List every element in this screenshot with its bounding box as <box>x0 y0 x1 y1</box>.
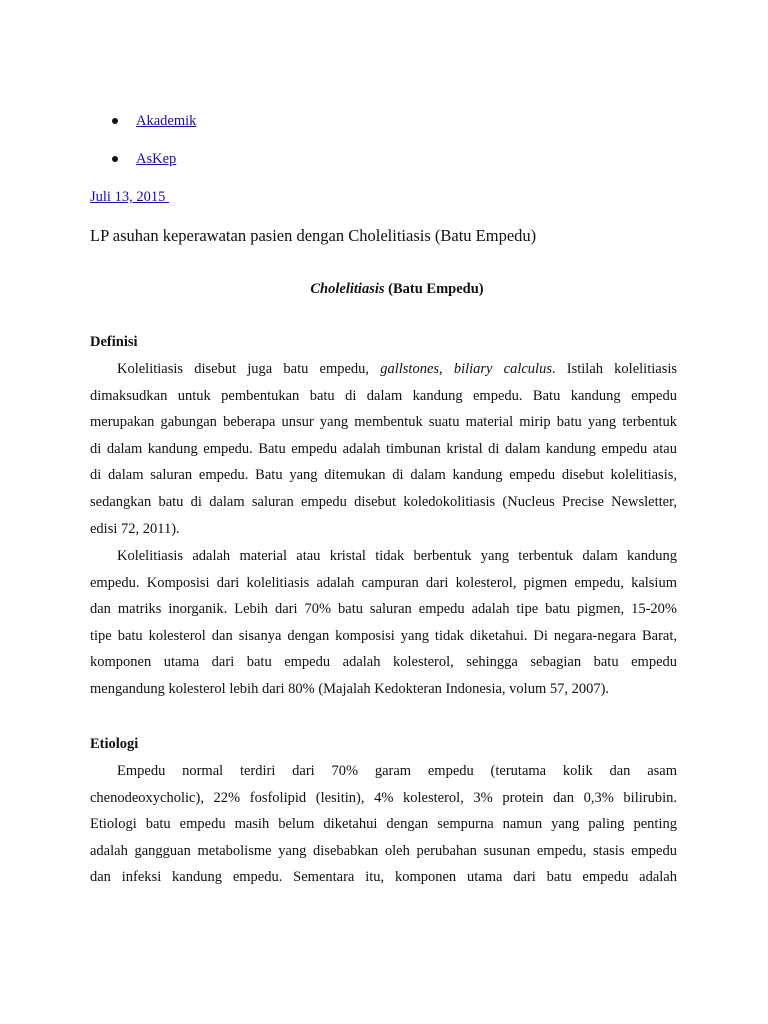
text-line: di dalam saluran empedu. Batu yang ditemukan di dalam kandung empedu disebut kolelitiasis, <box>90 467 677 484</box>
category-list <box>109 110 196 186</box>
text-line: mengandung kolesterol lebih dari 80% (Majalah Kedokteran Indonesia, volum 57, 2007). <box>90 680 610 697</box>
text-span: Kolelitiasis disebut juga batu empedu, <box>117 361 381 377</box>
text-span: , <box>439 361 454 377</box>
bullet-icon <box>112 118 118 124</box>
heading-etiologi: Etiologi <box>90 736 139 752</box>
italic-term: gallstones <box>380 361 440 377</box>
text-line: komponen utama dari batu empedu adalah kolesterol, sehingga sebagian batu empedu <box>90 654 677 671</box>
text-line: tipe batu kolesterol dan sisanya dengan komposisi yang tidak diketahui. Di negara-negara Barat, <box>90 627 677 644</box>
category-item-akademik <box>109 110 196 148</box>
text-line: adalah gangguan metabolisme yang disebabkan oleh perubahan susunan empedu, stasis empedu <box>90 842 677 859</box>
subtitle-italic: Cholelitiasis <box>310 281 385 297</box>
italic-term: biliary calculus <box>453 361 552 377</box>
post-date <box>90 186 169 208</box>
category-link-akademik[interactable]: Akademik <box>136 113 197 129</box>
text-line: merupakan gabungan beberapa unsur yang membentuk suatu material mirip batu yang terbentuk <box>90 414 677 431</box>
text-line: Kolelitiasis adalah material atau kristal tidak berbentuk yang terbentuk dalam kandung <box>117 548 677 564</box>
heading-definisi: Definisi <box>90 334 138 350</box>
bullet-icon <box>112 156 118 162</box>
text-line: empedu. Komposisi dari kolelitiasis adalah campuran dari kolesterol, pigmen empedu, kalsium <box>90 574 677 591</box>
paragraph-definisi-1 <box>90 356 677 542</box>
section-subtitle <box>0 278 768 300</box>
text-line: dan infeksi kandung empedu. Sementara itu, komponen utama dari batu empedu adalah <box>90 869 677 886</box>
text-span: . Istilah kolelitiasis <box>551 361 678 377</box>
text-line <box>90 356 677 383</box>
post-title: LP asuhan keperawatan pasien dengan Cholelitiasis (Batu Empedu) <box>90 226 537 245</box>
text-line: dimaksudkan untuk pembentukan batu di dalam kandung empedu. Batu kandung empedu <box>90 387 677 404</box>
text-line: Etiologi batu empedu masih belum diketahui dengan sempurna namun yang paling penting <box>90 816 677 833</box>
category-link-askep[interactable]: AsKep <box>136 151 177 167</box>
text-line: sedangkan batu di dalam saluran empedu disebut koledokolitiasis (Nucleus Precise Newsletter, <box>90 493 677 510</box>
text-line: Empedu normal terdiri dari 70% garam empedu (terutama kolik dan asam <box>117 763 677 779</box>
text-line: chenodeoxycholic), 22% fosfolipid (lesitin), 4% kolesterol, 3% protein dan 0,3% bilirubin. <box>90 789 677 806</box>
paragraph-definisi-2 <box>90 543 677 703</box>
text-line: di dalam kandung empedu. Batu empedu adalah timbunan kristal di dalam kandung empedu atau <box>90 440 677 457</box>
text-line: dan matriks inorganik. Lebih dari 70% batu saluran empedu adalah tipe batu pigmen, 15-20% <box>90 601 677 618</box>
category-item-askep <box>109 148 196 186</box>
subtitle-rest: (Batu Empedu) <box>384 281 484 297</box>
paragraph-etiologi-1 <box>90 758 677 891</box>
text-line: edisi 72, 2011). <box>90 520 180 537</box>
post-date-link[interactable]: Juli 13, 2015 <box>90 189 169 205</box>
